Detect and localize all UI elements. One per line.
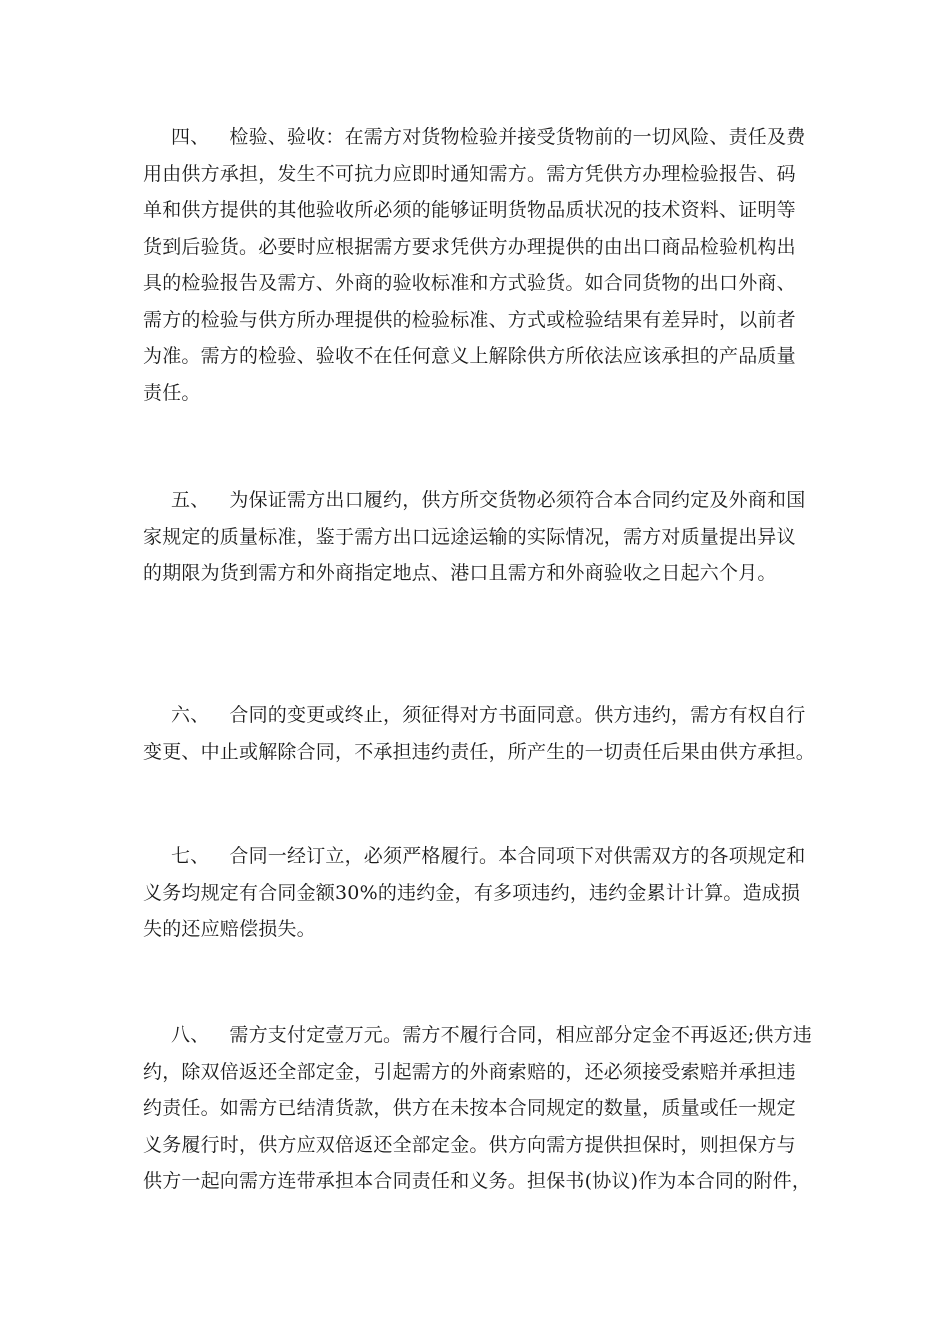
clause-6 <box>143 697 816 770</box>
clause-line: 五、 为保证需方出口履约，供方所交货物必须符合本合同约定及外商和国 <box>171 489 806 511</box>
clause-line: 八、 需方支付定壹万元。需方不履行合同，相应部分定金不再返还;供方违 <box>171 1024 813 1046</box>
clause-line: 责任。 <box>143 381 201 404</box>
clause-line: 变更、中止或解除合同，不承担违约责任，所产生的一切责任后果由供方承担。 <box>143 740 816 763</box>
clause-line: 供方一起向需方连带承担本合同责任和义务。担保书(协议)作为本合同的附件， <box>143 1170 812 1192</box>
clause-number: 八、 <box>171 1024 210 1046</box>
clause-line: 货到后验货。必要时应根据需方要求凭供方办理提供的由出口商品检验机构出 <box>143 235 796 258</box>
clause-line: 单和供方提供的其他验收所必须的能够证明货物品质状况的技术资料、证明等 <box>143 199 796 221</box>
clause-4 <box>143 119 811 411</box>
clause-line: 为准。需方的检验、验收不在任何意义上解除供方所依法应该承担的产品质量 <box>143 345 796 367</box>
clause-line: 家规定的质量标准，鉴于需方出口远途运输的实际情况，需方对质量提出异议 <box>143 525 796 548</box>
clause-line: 约，除双倍返还全部定金，引起需方的外商索赔的，还必须接受索赔并承担违 <box>143 1060 796 1083</box>
clause-line: 六、 合同的变更或终止，须征得对方书面同意。供方违约，需方有权自行 <box>171 704 806 726</box>
clause-line: 四、 检验、验收：在需方对货物检验并接受货物前的一切风险、责任及费 <box>171 126 806 148</box>
clause-line: 的期限为货到需方和外商指定地点、港口且需方和外商验收之日起六个月。 <box>143 562 777 584</box>
clause-5 <box>143 482 811 592</box>
clause-number: 五、 <box>171 489 210 511</box>
clause-line: 七、 合同一经订立，必须严格履行。本合同项下对供需双方的各项规定和 <box>171 845 806 867</box>
clause-line: 具的检验报告及需方、外商的验收标准和方式验货。如合同货物的出口外商、 <box>143 272 796 294</box>
clause-line: 失的还应赔偿损失。 <box>143 918 316 940</box>
clause-7 <box>143 838 811 948</box>
clause-line: 义务均规定有合同金额30%的违约金，有多项违约，违约金累计计算。造成损 <box>143 881 801 904</box>
clause-number: 六、 <box>171 704 210 726</box>
clause-8 <box>143 1017 811 1200</box>
clause-line: 需方的检验与供方所办理提供的检验标准、方式或检验结果有差异时，以前者 <box>143 308 796 331</box>
clause-number: 四、 <box>171 126 210 148</box>
clause-line: 义务履行时，供方应双倍返还全部定金。供方向需方提供担保时，则担保方与 <box>143 1133 796 1156</box>
clause-number: 七、 <box>171 845 210 867</box>
clause-line: 用由供方承担，发生不可抗力应即时通知需方。需方凭供方办理检验报告、码 <box>143 162 796 185</box>
clause-line: 约责任。如需方已结清货款，供方在未按本合同规定的数量，质量或任一规定 <box>143 1097 796 1119</box>
